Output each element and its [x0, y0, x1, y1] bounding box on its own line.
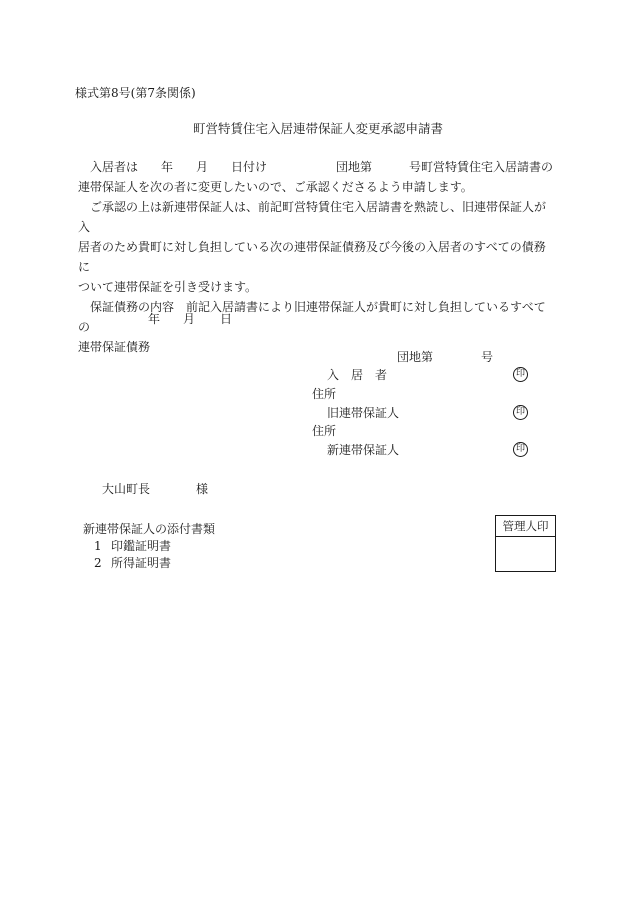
address-label-2: 住所 — [312, 424, 337, 438]
p1-line2: 連帯保証人を次の者に変更したいので、ご承認くださるよう申請します。 — [78, 180, 473, 194]
date-day-label: 日 — [220, 312, 233, 326]
body-paragraphs — [78, 177, 554, 357]
addressee-honorific: 様 — [196, 482, 209, 496]
p2-line2: 居者のため貴町に対し負担している次の連帯保証債務及び今後の入居者のすべての債務に — [78, 240, 546, 274]
new-guarantor-seal-icon: 印 — [513, 442, 528, 457]
date-month-label: 月 — [183, 312, 196, 326]
manager-stamp-label: 管理人印 — [496, 516, 555, 537]
party-go-label: 号 — [481, 350, 494, 364]
attachment-label-1: 印鑑証明書 — [111, 539, 172, 553]
date-year-label: 年 — [148, 312, 161, 326]
blank-month-label: 月 — [196, 160, 209, 174]
danchi-label: 団地第 — [336, 160, 373, 174]
resident-label: 入 居 者 — [327, 368, 388, 382]
attachment-label-2: 所得証明書 — [111, 556, 172, 570]
attachment-num-1: 1 — [94, 539, 102, 553]
address-label-1: 住所 — [312, 387, 337, 401]
p3-line1: 保証債務の内容 前記入居請書により旧連帯保証人が貴町に対し負担しているすべての — [78, 300, 546, 334]
blank-year-label: 年 — [161, 160, 174, 174]
addressee-name: 大山町長 — [102, 482, 151, 496]
form-number: 様式第8号(第7条関係) — [75, 86, 196, 100]
resident-seal-icon: 印 — [513, 367, 528, 382]
old-guarantor-seal-icon: 印 — [513, 405, 528, 420]
attachments-heading: 新連帯保証人の添付書類 — [83, 522, 216, 536]
p2-line1: ご承認の上は新連帯保証人は、前記町営特賃住宅入居請書を熟読し、旧連帯保証人が入 — [78, 200, 547, 234]
attachment-num-2: 2 — [94, 556, 102, 570]
p2-line3: ついて連帯保証を引き受けます。 — [78, 280, 258, 294]
old-guarantor-label: 旧連帯保証人 — [327, 406, 400, 420]
p1-line1-tail: 号町営特賃住宅入居請書の — [409, 160, 554, 174]
blank-date-label: 日付け — [231, 160, 268, 174]
nyukyosha-label: 入居者は — [90, 160, 139, 174]
manager-stamp-box — [495, 515, 556, 572]
form-title: 町営特賃住宅入居連帯保証人変更承認申請書 — [193, 121, 444, 136]
new-guarantor-label: 新連帯保証人 — [327, 443, 400, 457]
party-danchi-label: 団地第 — [397, 350, 434, 364]
p3-line2: 連帯保証債務 — [78, 340, 151, 354]
